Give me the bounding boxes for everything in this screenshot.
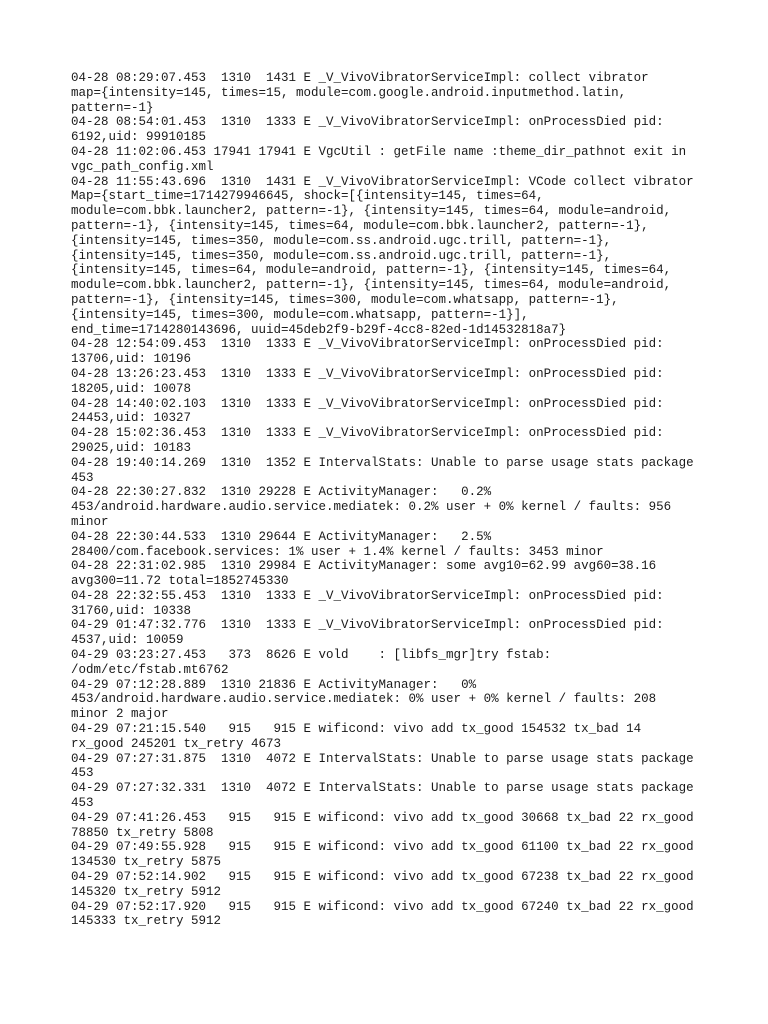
log-line: 04-28 15:02:36.453 1310 1333 E _V_VivoVibratorServiceImpl: onProcessDied pid:: [71, 426, 664, 441]
log-line: {intensity=145, times=350, module=com.ss.android.ugc.trill, pattern=-1},: [71, 233, 612, 248]
log-line: 04-28 11:02:06.453 17941 17941 E VgcUtil : getFile name :theme_dir_pathnot exit in: [71, 144, 687, 159]
log-line: /odm/etc/fstab.mt6762: [71, 662, 229, 677]
log-line: 04-28 14:40:02.103 1310 1333 E _V_VivoVibratorServiceImpl: onProcessDied pid:: [71, 396, 664, 411]
log-line: 04-28 22:30:44.533 1310 29644 E ActivityManager: 2.5%: [71, 529, 492, 544]
log-line: rx_good 245201 tx_retry 4673: [71, 736, 282, 751]
log-line: 13706,uid: 10196: [71, 352, 192, 367]
log-line: 453/android.hardware.audio.service.mediatek: 0.2% user + 0% kernel / faults: 956: [71, 500, 672, 515]
log-line: 29025,uid: 10183: [71, 440, 192, 455]
log-line: 04-28 22:32:55.453 1310 1333 E _V_VivoVibratorServiceImpl: onProcessDied pid:: [71, 588, 664, 603]
log-line: 04-29 07:49:55.928 915 915 E wificond: vivo add tx_good 61100 tx_bad 22 rx_good: [71, 840, 694, 855]
log-line: {intensity=145, times=300, module=com.whatsapp, pattern=-1}],: [71, 307, 529, 322]
log-line: 04-29 07:12:28.889 1310 21836 E ActivityManager: 0%: [71, 677, 477, 692]
log-line: 453: [71, 470, 94, 485]
log-line: 78850 tx_retry 5808: [71, 825, 214, 840]
log-line: 04-28 11:55:43.696 1310 1431 E _V_VivoVibratorServiceImpl: VCode collect vibrator: [71, 174, 694, 189]
log-line: 04-29 07:27:32.331 1310 4072 E IntervalStats: Unable to parse usage stats package: [71, 781, 694, 796]
log-line: avg300=11.72 total=1852745330: [71, 574, 289, 589]
log-line: 04-28 08:29:07.453 1310 1431 E _V_VivoVibratorServiceImpl: collect vibrator: [71, 71, 649, 85]
log-line: {intensity=145, times=350, module=com.ss.android.ugc.trill, pattern=-1},: [71, 248, 612, 263]
log-line: 04-29 07:52:14.902 915 915 E wificond: vivo add tx_good 67238 tx_bad 22 rx_good: [71, 870, 694, 885]
log-document: [71, 71, 711, 929]
log-line: Map={start_time=1714279946645, shock=[{intensity=145, times=64,: [71, 189, 544, 204]
log-line: 04-29 07:52:17.920 915 915 E wificond: vivo add tx_good 67240 tx_bad 22 rx_good: [71, 899, 694, 914]
log-line: module=com.bbk.launcher2, pattern=-1}, {intensity=145, times=64, module=android,: [71, 204, 672, 219]
log-line: 134530 tx_retry 5875: [71, 855, 222, 870]
log-line: pattern=-1}: [71, 100, 154, 115]
log-line: module=com.bbk.launcher2, pattern=-1}, {intensity=145, times=64, module=android,: [71, 278, 672, 293]
log-line: 24453,uid: 10327: [71, 411, 192, 426]
log-line: 04-28 22:31:02.985 1310 29984 E ActivityManager: some avg10=62.99 avg60=38.16: [71, 559, 657, 574]
log-line: minor 2 major: [71, 707, 169, 722]
log-line: vgc_path_config.xml: [71, 159, 214, 174]
log-line: 4537,uid: 10059: [71, 633, 184, 648]
log-line: 145333 tx_retry 5912: [71, 914, 222, 929]
log-body: [71, 71, 711, 929]
log-line: 28400/com.facebook.services: 1% user + 1.4% kernel / faults: 3453 minor: [71, 544, 604, 559]
log-line: 04-29 07:21:15.540 915 915 E wificond: vivo add tx_good 154532 tx_bad 14: [71, 722, 642, 737]
log-line: 18205,uid: 10078: [71, 381, 192, 396]
log-line: 04-28 08:54:01.453 1310 1333 E _V_VivoVibratorServiceImpl: onProcessDied pid:: [71, 115, 664, 130]
log-line: 04-29 07:41:26.453 915 915 E wificond: vivo add tx_good 30668 tx_bad 22 rx_good: [71, 810, 694, 825]
log-line: 31760,uid: 10338: [71, 603, 192, 618]
log-line: map={intensity=145, times=15, module=com.google.android.inputmethod.latin,: [71, 85, 627, 100]
log-line: 453/android.hardware.audio.service.mediatek: 0% user + 0% kernel / faults: 208: [71, 692, 657, 707]
log-line: 453: [71, 796, 94, 811]
log-line: 04-29 07:27:31.875 1310 4072 E IntervalStats: Unable to parse usage stats package: [71, 751, 694, 766]
log-line: 04-29 03:23:27.453 373 8626 E vold : [libfs_mgr]try fstab:: [71, 648, 552, 663]
log-line: end_time=1714280143696, uuid=45deb2f9-b29f-4cc8-82ed-1d14532818a7}: [71, 322, 567, 337]
log-line: pattern=-1}, {intensity=145, times=64, module=com.bbk.launcher2, pattern=-1},: [71, 218, 649, 233]
log-line: 04-28 12:54:09.453 1310 1333 E _V_VivoVibratorServiceImpl: onProcessDied pid:: [71, 337, 664, 352]
log-line: 04-28 19:40:14.269 1310 1352 E IntervalStats: Unable to parse usage stats package: [71, 455, 694, 470]
log-line: minor: [71, 514, 109, 529]
log-line: 6192,uid: 99910185: [71, 130, 207, 145]
log-line: 453: [71, 766, 94, 781]
log-line: 04-29 01:47:32.776 1310 1333 E _V_VivoVibratorServiceImpl: onProcessDied pid:: [71, 618, 664, 633]
log-line: {intensity=145, times=64, module=android, pattern=-1}, {intensity=145, times=64,: [71, 263, 672, 278]
log-line: 145320 tx_retry 5912: [71, 884, 222, 899]
log-line: 04-28 13:26:23.453 1310 1333 E _V_VivoVibratorServiceImpl: onProcessDied pid:: [71, 366, 664, 381]
log-line: 04-28 22:30:27.832 1310 29228 E ActivityManager: 0.2%: [71, 485, 492, 500]
log-line: pattern=-1}, {intensity=145, times=300, module=com.whatsapp, pattern=-1},: [71, 292, 619, 307]
